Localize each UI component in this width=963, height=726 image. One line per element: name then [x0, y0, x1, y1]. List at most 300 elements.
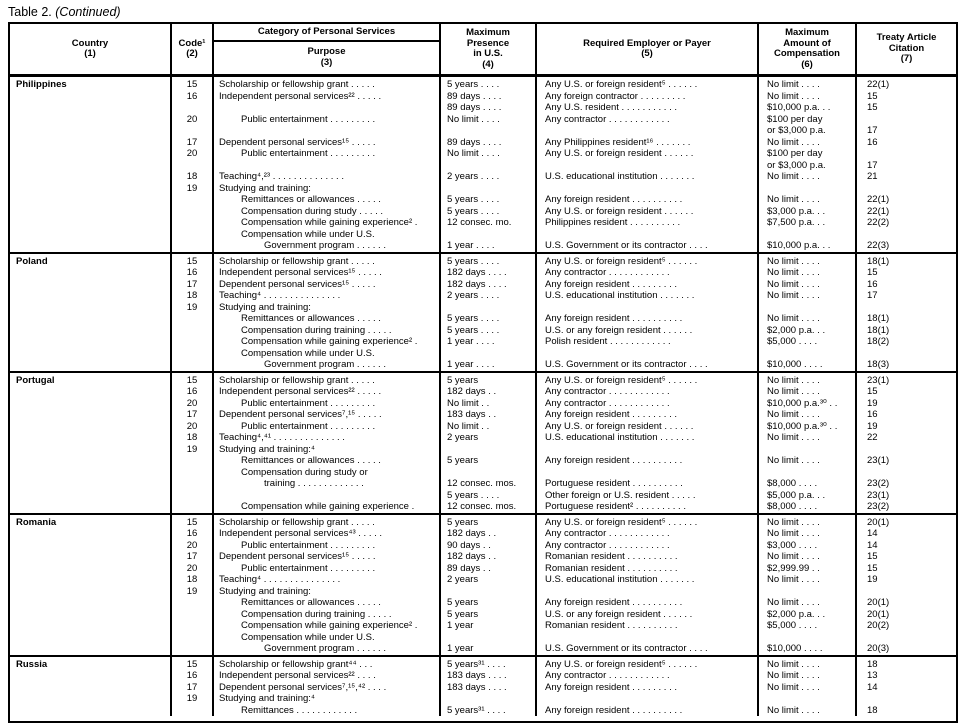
purpose-line: Scholarship or fellowship grant . . . . . — [219, 516, 375, 528]
employer-line: Any contractor . . . . . . . . . . . . — [545, 539, 670, 551]
code-line: 16 — [186, 386, 198, 397]
amount-line: $8,000 . . . . — [767, 501, 818, 512]
employer-line: U.S. educational institution . . . . . . . — [545, 574, 695, 585]
employer-line: Any foreign resident . . . . . . . . . — [545, 681, 678, 693]
employer-line: Any U.S. or foreign resident⁵ . . . . . . — [545, 255, 698, 267]
amount-line — [759, 693, 855, 705]
amount-line: $10,000 p.a. . . — [767, 240, 831, 251]
citation-line: 22(1) — [867, 194, 890, 205]
purpose-line: Compensation while under U.S. — [241, 228, 375, 240]
amount-line: No limit . . . . — [767, 267, 820, 278]
amount-line: $5,000 . . . . — [767, 620, 818, 631]
purpose-line: Compensation during training . . . . . — [241, 324, 392, 336]
purpose-line — [214, 125, 439, 137]
amount-line: $100 per day — [767, 113, 823, 125]
presence-line: No limit . . — [447, 397, 490, 409]
citation-line — [857, 148, 956, 160]
presence-line: 5 years . . . . — [447, 205, 500, 217]
presence-line: 182 days . . — [447, 551, 497, 562]
code-line: 15 — [186, 658, 198, 670]
presence-line: 12 consec. mos. — [447, 478, 517, 489]
citation-line: 15 — [867, 90, 878, 102]
employer-line: U.S. Government or its contractor . . . . — [545, 359, 708, 370]
purpose-line: Public entertainment . . . . . . . . . — [241, 420, 376, 432]
header-country — [10, 24, 170, 74]
header-amount-number: (6) — [801, 58, 813, 70]
presence-line: 5 years . . . . — [447, 79, 500, 90]
purpose-line: Dependent personal services¹⁵ . . . . . — [219, 551, 376, 562]
presence-line: 89 days . . . . — [447, 136, 502, 148]
amount-line — [759, 229, 855, 241]
table-header-row — [10, 24, 956, 77]
amount-line — [759, 632, 855, 644]
employer-column — [535, 77, 757, 252]
header-presence-number: (4) — [482, 58, 494, 70]
amount-line: No limit . . . . — [767, 79, 820, 90]
purpose-line: training . . . . . . . . . . . . . — [264, 478, 364, 489]
purpose-column — [212, 77, 439, 252]
presence-line: No limit . . . . — [447, 148, 500, 159]
code-column — [170, 515, 212, 655]
amount-line: No limit . . . . — [767, 658, 820, 670]
citation-column — [855, 373, 956, 513]
purpose-line: Scholarship or fellowship grant . . . . . — [219, 79, 375, 90]
document-page — [0, 5, 963, 723]
employer-line: U.S. Government or its contractor . . . . — [545, 643, 708, 654]
citation-line: 23(2) — [867, 501, 890, 512]
employer-line — [537, 467, 757, 479]
header-citation-number: (7) — [900, 53, 913, 65]
citation-line: 22(2) — [867, 217, 890, 228]
citation-line: 15 — [867, 102, 878, 113]
employer-line: Romanian resident . . . . . . . . . . — [545, 562, 678, 574]
header-citation — [855, 24, 956, 74]
citation-line: 19 — [867, 420, 878, 432]
citation-line: 15 — [867, 562, 878, 574]
employer-line: Philippines resident . . . . . . . . . . — [545, 217, 681, 228]
presence-column — [439, 515, 535, 655]
amount-line: $100 per day — [767, 148, 823, 159]
amount-line: No limit . . . . — [767, 574, 820, 585]
purpose-column — [212, 657, 439, 717]
purpose-line: Public entertainment . . . . . . . . . — [241, 562, 376, 574]
amount-line — [759, 348, 855, 360]
purpose-line: Government program . . . . . . — [264, 643, 386, 654]
header-purpose — [214, 42, 439, 75]
code-line: 17 — [186, 409, 198, 420]
presence-line — [441, 467, 535, 479]
presence-line: 5 years . . . . — [447, 324, 500, 336]
amount-line: No limit . . . . — [767, 704, 820, 716]
employer-line: Any Philippines resident¹⁶ . . . . . . . — [545, 136, 691, 148]
employer-line — [537, 632, 757, 644]
amount-line: No limit . . . . — [767, 528, 820, 539]
citation-column — [855, 77, 956, 252]
code-line: 20 — [186, 539, 198, 551]
code-line: 20 — [186, 397, 198, 409]
presence-line: 12 consec. mo. — [447, 217, 512, 228]
amount-line: $2,000 p.a. . . — [767, 608, 826, 620]
employer-line: U.S. educational institution . . . . . . . — [545, 432, 695, 443]
country-name: Russia — [16, 658, 48, 670]
purpose-line: Remittances or allowances . . . . . — [241, 194, 381, 205]
employer-line: Any foreign resident . . . . . . . . . — [545, 409, 678, 420]
citation-line: 18(1) — [867, 324, 890, 336]
presence-line: 12 consec. mos. — [447, 501, 517, 512]
employer-line: Any U.S. or foreign resident . . . . . . — [545, 148, 694, 159]
citation-line: 17 — [867, 125, 878, 136]
purpose-line: Dependent personal services⁷,¹⁵ . . . . . — [219, 409, 382, 420]
code-line: 16 — [186, 670, 198, 681]
employer-line: U.S. or any foreign resident . . . . . . — [545, 324, 693, 336]
amount-line: No limit . . . . — [767, 409, 820, 420]
employer-line: Portuguese resident² . . . . . . . . . . — [545, 501, 686, 512]
purpose-line — [214, 102, 439, 114]
purpose-line: Scholarship or fellowship grant . . . . . — [219, 255, 375, 267]
purpose-line: Independent personal services⁴³ . . . . . — [219, 528, 383, 539]
country-name: Romania — [16, 516, 57, 528]
presence-line — [441, 444, 535, 456]
amount-line: No limit . . . . — [767, 670, 820, 681]
purpose-line: Independent personal services²² . . . . . — [219, 90, 382, 102]
purpose-line: Compensation while under U.S. — [241, 631, 375, 643]
amount-line: $3,000 . . . . — [767, 539, 818, 551]
citation-line: 22 — [867, 432, 878, 443]
citation-line — [857, 444, 956, 456]
presence-column — [439, 373, 535, 513]
amount-line: or $3,000 p.a. — [767, 125, 826, 136]
purpose-line: Teaching⁴,²³ . . . . . . . . . . . . . . — [219, 171, 344, 182]
presence-line: 5 years — [447, 516, 479, 528]
country-cell — [10, 515, 170, 655]
amount-line: $2,999.99 . . — [767, 562, 820, 574]
presence-line: 5 years . . . . — [447, 489, 500, 501]
presence-line — [441, 586, 535, 598]
header-amount-l1: Maximum — [785, 27, 829, 38]
code-line — [172, 325, 212, 337]
code-line — [172, 348, 212, 360]
code-line — [172, 490, 212, 502]
amount-line: No limit . . . . — [767, 194, 820, 205]
amount-line: $8,000 . . . . — [767, 478, 818, 489]
amount-line: $10,000 p.a.³⁰ . . — [767, 420, 838, 432]
header-code — [170, 24, 212, 74]
country-name: Philippines — [16, 79, 67, 90]
purpose-line: Studying and training: — [219, 182, 311, 194]
amount-line: $10,000 p.a. . . — [767, 102, 831, 113]
employer-line: Any foreign resident . . . . . . . . . . — [545, 704, 683, 716]
purpose-line: Remittances or allowances . . . . . — [241, 313, 381, 324]
presence-line — [441, 229, 535, 241]
citation-line: 19 — [867, 574, 878, 585]
code-line: 17 — [186, 136, 198, 148]
citation-line: 17 — [867, 159, 878, 171]
code-line — [172, 206, 212, 218]
code-line — [172, 359, 212, 371]
header-category — [212, 24, 439, 74]
purpose-line: Public entertainment . . . . . . . . . — [241, 397, 376, 409]
amount-column — [757, 373, 855, 513]
presence-line: 5 years — [447, 374, 479, 386]
country-cell — [10, 657, 170, 717]
employer-line: Any U.S. or foreign resident⁵ . . . . . . — [545, 374, 698, 386]
country-name: Portugal — [16, 374, 55, 386]
header-employer — [535, 24, 757, 74]
code-line: 20 — [186, 420, 198, 432]
code-line: 19 — [186, 182, 198, 194]
header-citation-l2: Citation — [888, 42, 925, 54]
header-purpose-number: (3) — [320, 56, 333, 68]
citation-line: 22(3) — [867, 240, 890, 251]
purpose-line: Government program . . . . . . — [264, 240, 386, 251]
code-line: 15 — [186, 374, 198, 386]
citation-line: 21 — [867, 171, 878, 182]
presence-column — [439, 77, 535, 252]
employer-line — [537, 160, 757, 172]
purpose-line: Independent personal services²² . . . . . — [219, 386, 382, 397]
code-line: 17 — [186, 681, 198, 693]
code-line: 16 — [186, 528, 198, 539]
citation-line: 15 — [867, 386, 878, 397]
code-line: 20 — [186, 562, 198, 574]
employer-line: Any foreign contractor . . . . . . . . . — [545, 90, 686, 102]
presence-line: 183 days . . . . — [447, 670, 507, 681]
purpose-line: Teaching⁴ . . . . . . . . . . . . . . . — [219, 290, 341, 301]
amount-line — [759, 183, 855, 195]
code-line — [172, 467, 212, 479]
code-line — [172, 478, 212, 490]
code-line — [172, 336, 212, 348]
code-line — [172, 455, 212, 467]
employer-line: Any foreign resident . . . . . . . . . . — [545, 194, 683, 205]
presence-line: 182 days . . . . — [447, 278, 507, 290]
amount-line: $7,500 p.a. . . — [767, 217, 826, 228]
employer-column — [535, 657, 757, 717]
presence-line: 2 years . . . . — [447, 171, 500, 182]
table-body — [10, 77, 956, 721]
amount-line: No limit . . . . — [767, 432, 820, 443]
code-column — [170, 254, 212, 371]
purpose-line: Studying and training: — [219, 301, 311, 313]
employer-line — [537, 586, 757, 598]
country-name: Poland — [16, 255, 48, 267]
employer-line: U.S. educational institution . . . . . . . — [545, 290, 695, 301]
citation-line — [857, 586, 956, 598]
citation-line: 23(1) — [867, 374, 890, 386]
purpose-line: Scholarship or fellowship grant⁴⁴ . . . — [219, 658, 373, 670]
citation-line: 16 — [867, 278, 878, 290]
citation-line: 14 — [867, 539, 878, 551]
employer-line: Any foreign resident . . . . . . . . . . — [545, 313, 683, 324]
presence-line: 183 days . . . . — [447, 681, 507, 693]
amount-line — [759, 302, 855, 314]
presence-line: 2 years . . . . — [447, 290, 500, 301]
employer-line: Romanian resident . . . . . . . . . . — [545, 551, 678, 562]
country-cell — [10, 373, 170, 513]
purpose-line: Dependent personal services⁷,¹⁵,⁴² . . . . — [219, 681, 387, 693]
purpose-line: Remittances or allowances . . . . . — [241, 455, 381, 466]
presence-line: 89 days . . . . — [447, 102, 502, 113]
purpose-line: Teaching⁴ . . . . . . . . . . . . . . . — [219, 574, 341, 585]
header-citation-l1: Treaty Article — [876, 32, 937, 44]
header-code-label: Code¹ — [178, 37, 206, 49]
code-line: 17 — [186, 278, 198, 290]
presence-line: 2 years — [447, 432, 479, 443]
citation-line — [857, 467, 956, 479]
code-line: 16 — [186, 90, 198, 102]
code-line: 18 — [186, 290, 198, 301]
citation-line — [857, 114, 956, 126]
citation-line: 14 — [867, 528, 878, 539]
presence-line: 1 year . . . . — [447, 240, 495, 251]
citation-line: 20(1) — [867, 608, 890, 620]
purpose-line: Compensation during study . . . . . — [241, 205, 384, 217]
amount-line: No limit . . . . — [767, 255, 820, 267]
presence-line: 5 years — [447, 597, 479, 608]
amount-line: $5,000 . . . . — [767, 336, 818, 347]
code-line — [172, 501, 212, 513]
code-line — [172, 229, 212, 241]
presence-line — [441, 693, 535, 705]
citation-line — [857, 632, 956, 644]
table-title-continued: (Continued) — [55, 5, 121, 19]
citation-line: 16 — [867, 409, 878, 420]
header-amount-l2: Amount of — [783, 37, 831, 49]
employer-line: Any contractor . . . . . . . . . . . . — [545, 267, 670, 278]
amount-line: No limit . . . . — [767, 516, 820, 528]
code-line: 17 — [186, 551, 198, 562]
purpose-line: Remittances . . . . . . . . . . . . — [241, 704, 358, 716]
country-section-romania — [10, 513, 956, 655]
citation-line: 22(1) — [867, 205, 890, 217]
citation-line: 22(1) — [867, 79, 890, 90]
purpose-column — [212, 515, 439, 655]
presence-line: 182 days . . — [447, 528, 497, 539]
employer-line — [537, 302, 757, 314]
citation-column — [855, 657, 956, 717]
presence-line: 5 years . . . . — [447, 313, 500, 324]
amount-line: $10,000 . . . . — [767, 359, 823, 370]
presence-line: 1 year — [447, 643, 474, 654]
citation-line: 15 — [867, 267, 878, 278]
amount-line: $2,000 p.a. . . — [767, 324, 826, 336]
purpose-line — [214, 490, 439, 502]
code-line — [172, 102, 212, 114]
employer-line: Any foreign resident . . . . . . . . . — [545, 278, 678, 290]
amount-line: No limit . . . . — [767, 313, 820, 324]
citation-line: 19 — [867, 397, 878, 409]
code-line: 18 — [186, 432, 198, 443]
header-presence-l3: in U.S. — [473, 48, 503, 59]
presence-line — [441, 160, 535, 172]
employer-line: Any U.S. or foreign resident⁵ . . . . . . — [545, 516, 698, 528]
citation-line: 13 — [867, 670, 878, 681]
citation-line — [857, 229, 956, 241]
header-presence-l1: Maximum — [466, 27, 510, 38]
code-line: 15 — [186, 516, 198, 528]
purpose-line: Studying and training:⁴ — [219, 693, 315, 704]
employer-column — [535, 373, 757, 513]
country-section-portugal — [10, 371, 956, 513]
presence-line: 5 years — [447, 455, 479, 466]
presence-line: 89 days . . . . — [447, 90, 502, 102]
country-section-poland — [10, 252, 956, 371]
code-line: 15 — [186, 79, 198, 90]
code-column — [170, 657, 212, 717]
purpose-line: Studying and training:⁴ — [219, 443, 315, 455]
employer-line — [537, 444, 757, 456]
amount-line: No limit . . . . — [767, 551, 820, 562]
citation-line: 20(1) — [867, 597, 890, 608]
code-line: 20 — [186, 148, 198, 159]
code-line — [172, 632, 212, 644]
presence-line: 182 days . . . . — [447, 267, 507, 278]
citation-line: 20(2) — [867, 620, 890, 631]
amount-line: No limit . . . . — [767, 374, 820, 386]
code-line: 19 — [186, 693, 198, 704]
citation-line — [857, 693, 956, 705]
treaty-table — [8, 22, 958, 723]
header-amount-l3: Compensation — [774, 48, 840, 59]
citation-column — [855, 254, 956, 371]
employer-line: Any U.S. or foreign resident⁵ . . . . . . — [545, 658, 698, 670]
purpose-line: Dependent personal services¹⁵ . . . . . — [219, 278, 376, 290]
code-line — [172, 620, 212, 632]
purpose-line: Compensation while gaining experience² . — [241, 336, 418, 347]
purpose-line: Teaching⁴,⁴¹ . . . . . . . . . . . . . . — [219, 432, 345, 443]
employer-line: Any foreign resident . . . . . . . . . . — [545, 597, 683, 608]
code-line — [172, 705, 212, 717]
code-line — [172, 597, 212, 609]
employer-line: Any contractor . . . . . . . . . . . . — [545, 528, 670, 539]
purpose-line: Compensation while gaining experience² . — [241, 620, 418, 631]
citation-line — [857, 183, 956, 195]
header-employer-label: Required Employer or Payer — [583, 37, 711, 49]
citation-line: 18 — [867, 658, 878, 670]
employer-line: Any contractor . . . . . . . . . . . . — [545, 386, 670, 397]
code-line — [172, 125, 212, 137]
employer-line — [537, 125, 757, 137]
purpose-column — [212, 373, 439, 513]
employer-line: Polish resident . . . . . . . . . . . . — [545, 336, 671, 347]
header-employer-number: (5) — [641, 48, 653, 59]
presence-column — [439, 254, 535, 371]
purpose-line: Independent personal services¹⁵ . . . . . — [219, 267, 382, 278]
employer-line: Any contractor . . . . . . . . . . . . — [545, 113, 670, 125]
amount-line — [759, 586, 855, 598]
code-column — [170, 373, 212, 513]
country-cell — [10, 254, 170, 371]
employer-line — [537, 693, 757, 705]
presence-line — [441, 125, 535, 137]
code-line: 18 — [186, 574, 198, 585]
purpose-line: Government program . . . . . . — [264, 359, 386, 370]
presence-line: 183 days . . — [447, 409, 497, 420]
purpose-column — [212, 254, 439, 371]
employer-line: Any U.S. or foreign resident . . . . . . — [545, 205, 694, 217]
presence-line: 182 days . . — [447, 386, 497, 397]
employer-line — [537, 183, 757, 195]
header-code-number: (2) — [186, 48, 198, 59]
presence-line: 1 year — [447, 620, 474, 631]
employer-line: Any contractor . . . . . . . . . . . . — [545, 670, 670, 681]
purpose-line: Compensation during training . . . . . — [241, 608, 392, 620]
citation-line: 16 — [867, 136, 878, 148]
amount-line: No limit . . . . — [767, 455, 820, 466]
employer-line: U.S. Government or its contractor . . . . — [545, 240, 708, 251]
amount-line: No limit . . . . — [767, 171, 820, 182]
amount-line: No limit . . . . — [767, 597, 820, 608]
